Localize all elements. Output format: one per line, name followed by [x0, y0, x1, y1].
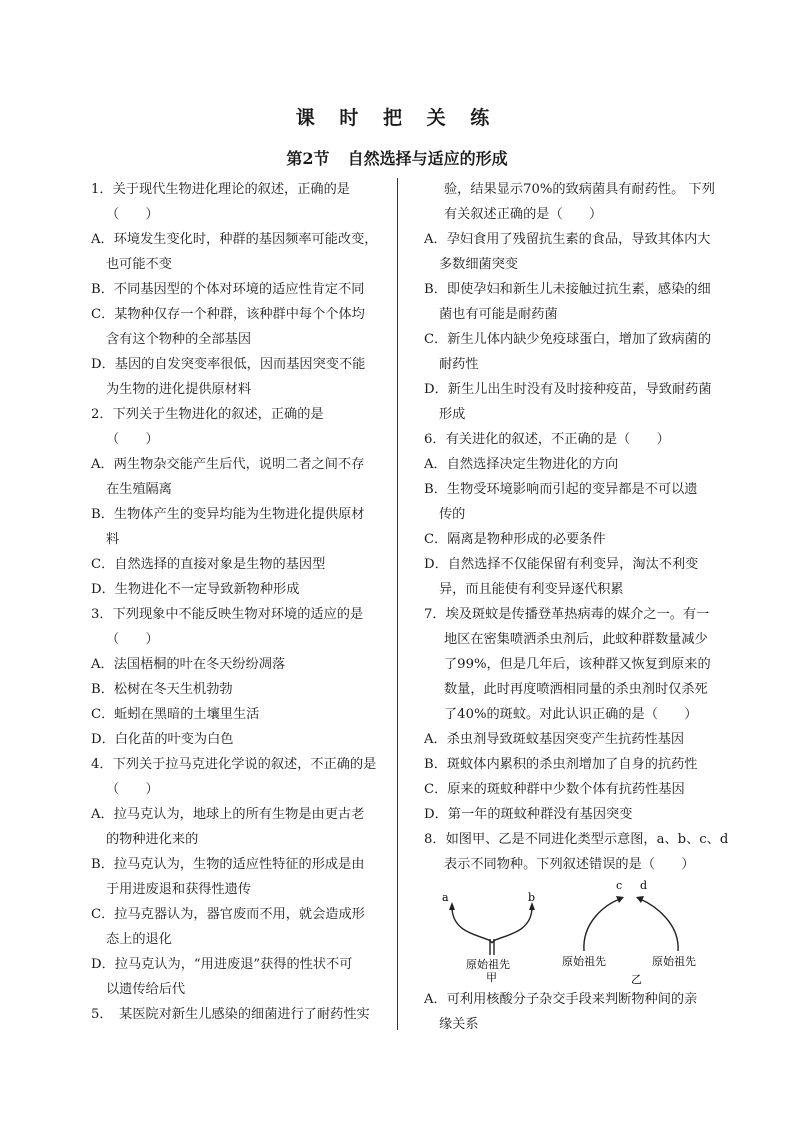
option-a: A．拉马克认为，地球上的所有生物是由更古老: [91, 807, 365, 822]
label-d: d: [640, 879, 648, 892]
page-title: 课 时 把 关 练: [295, 107, 499, 129]
option-d: D．第一年的斑蚊种群没有基因突变: [424, 807, 633, 822]
caption-jia: 甲: [486, 971, 497, 984]
caption-yi: 乙: [631, 973, 642, 986]
option-text-continued: 含有这个物种的全部基因: [106, 332, 252, 347]
question-5-stem-continued: 有关叙述正确的是（ ）: [444, 207, 603, 222]
option-c: C．隔离是物种形成的必要条件: [424, 532, 606, 547]
ancestor-jia: 原始祖先: [466, 958, 510, 971]
option-text-continued: 以遗传给后代: [106, 982, 186, 997]
option-text-continued: 也可能不变: [106, 257, 172, 272]
label-a: a: [442, 891, 449, 904]
option-text-continued: 于用进废退和获得性遗传: [106, 882, 252, 897]
label-c: c: [616, 879, 623, 892]
option-text-continued: 多数细菌突变: [439, 257, 519, 272]
option-text-continued: 的物种进化来的: [106, 832, 199, 847]
answer-bracket: （ ）: [106, 782, 159, 797]
option-b: B．斑蚊体内累积的杀虫剂增加了自身的抗药性: [424, 757, 698, 772]
option-text-continued: 缘关系: [439, 1017, 479, 1032]
option-text-continued: 形成: [439, 407, 466, 422]
option-a: A．法国梧桐的叶在冬天纷纷凋落: [91, 657, 286, 672]
option-d: D．基因的自发突变率很低，因而基因突变不能: [91, 357, 366, 372]
option-b: B．即使孕妇和新生儿未接触过抗生素，感染的细: [424, 282, 711, 297]
option-c: C．蚯蚓在黑暗的土壤里生活: [91, 707, 260, 722]
column-divider: [397, 178, 398, 1030]
evolution-type-figure: [444, 877, 734, 987]
evolution-diagram: [444, 877, 714, 987]
question-5-stem-continued: 验，结果显示70%的致病菌具有耐药性。 下列: [444, 182, 715, 197]
option-text-continued: 在生殖隔离: [106, 482, 172, 497]
section-heading: [0, 146, 794, 169]
question-7-stem-continued: 了99%，但是几年后，该种群又恢复到原来的: [444, 657, 711, 672]
ancestor-yi-right: 原始祖先: [652, 955, 696, 968]
figure-yi: [562, 879, 696, 986]
option-text-continued: 异，而且能使有利变异逐代积累: [439, 582, 624, 597]
branch-b-line: [492, 909, 532, 943]
question-8-stem-continued: 表示不同物种。下列叙述错误的是（ ）: [444, 857, 695, 872]
answer-bracket: （ ）: [106, 632, 159, 647]
answer-bracket: （ ）: [106, 432, 159, 447]
branch-a-line: [452, 909, 492, 943]
option-b: B．松树在冬天生机勃勃: [91, 682, 233, 697]
arrow-a: [449, 902, 455, 910]
option-a: A．自然选择决定生物进化的方向: [424, 457, 619, 472]
option-c: C．某物种仅存一个种群，该种群中每个个体均: [91, 307, 365, 322]
option-text-continued: 耐药性: [439, 357, 479, 372]
question-3-stem: 3．下列现象中不能反映生物对环境的适应的是: [91, 607, 364, 622]
option-d: D．拉马克认为，“用进废退”获得的性状不可: [91, 957, 353, 972]
question-1-stem: 1．关于现代生物进化理论的叙述，正确的是: [91, 182, 350, 197]
option-a: A．可利用核酸分子杂交手段来判断物种间的亲: [424, 992, 698, 1007]
option-c: C．新生儿体内缺少免疫球蛋白，增加了致病菌的: [424, 332, 712, 347]
option-b: B．生物受环境影响而引起的变异都是不可以遗: [424, 482, 698, 497]
option-a: A．环境发生变化时，种群的基因频率可能改变，: [91, 232, 378, 247]
branch-c-line: [584, 899, 620, 951]
left-column: [91, 177, 393, 1027]
option-text-continued: 态上的退化: [106, 932, 172, 947]
question-4-stem: 4．下列关于拉马克进化学说的叙述，不正确的是: [91, 757, 377, 772]
option-c: C．自然选择的直接对象是生物的基因型: [91, 557, 326, 572]
option-text-continued: 为生物的进化提供原材料: [106, 382, 252, 397]
question-6-stem: 6．有关进化的叙述，不正确的是（ ）: [424, 432, 670, 447]
option-d: D．白化苗的叶变为白色: [91, 732, 234, 747]
question-7-stem: 7．埃及斑蚊是传播登革热病毒的媒介之一。有一: [424, 607, 710, 622]
option-c: C．原来的斑蚊种群中少数个体有抗药性基因: [424, 782, 685, 797]
answer-bracket: （ ）: [106, 207, 159, 222]
branch-d-line: [640, 899, 678, 951]
question-2-stem: 2．下列关于生物进化的叙述，正确的是: [91, 407, 324, 422]
option-d: D．新生儿出生时没有及时接种疫苗，导致耐药菌: [424, 382, 712, 397]
option-b: B．不同基因型的个体对环境的适应性肯定不同: [91, 282, 365, 297]
question-7-stem-continued: 数量，此时再度喷洒相同量的杀虫剂时仅杀死: [444, 682, 708, 697]
option-a: A．孕妇食用了残留抗生素的食品，导致其体内大: [424, 232, 711, 247]
question-7-stem-continued: 了40%的斑蚊。对此认识正确的是（ ）: [444, 707, 698, 722]
figure-jia: [442, 891, 535, 984]
question-8-stem: 8．如图甲、乙是不同进化类型示意图，a、b、c、d: [424, 832, 729, 847]
option-b: B．拉马克认为，生物的适应性特征的形成是由: [91, 857, 365, 872]
question-5-stem: 5． 某医院对新生儿感染的细菌进行了耐药性实: [91, 1007, 370, 1022]
option-text-continued: 料: [106, 532, 120, 547]
option-d: D．生物进化不一定导致新物种形成: [91, 582, 300, 597]
right-column: [424, 177, 734, 1037]
option-a: A．杀虫剂导致斑蚊基因突变产生抗药性基因: [424, 732, 685, 747]
option-text-continued: 传的: [439, 507, 466, 522]
option-d: D．自然选择不仅能保留有利变异，淘汰不利变: [424, 557, 699, 572]
option-text-continued: 菌也有可能是耐药菌: [439, 307, 558, 322]
question-7-stem-continued: 地区在密集喷洒杀虫剂后，此蚊种群数量减少: [444, 632, 708, 647]
ancestor-yi-left: 原始祖先: [562, 955, 606, 968]
label-b: b: [528, 891, 536, 904]
option-c: C．拉马克器认为，器官废而不用，就会造成形: [91, 907, 365, 922]
option-a: A．两生物杂交能产生后代，说明二者之间不存: [91, 457, 365, 472]
section-title: 自然选择与适应的形成: [347, 149, 508, 168]
option-b: B．生物体产生的变异均能为生物进化提供原材: [91, 507, 365, 522]
section-number: 第2节: [286, 149, 330, 168]
